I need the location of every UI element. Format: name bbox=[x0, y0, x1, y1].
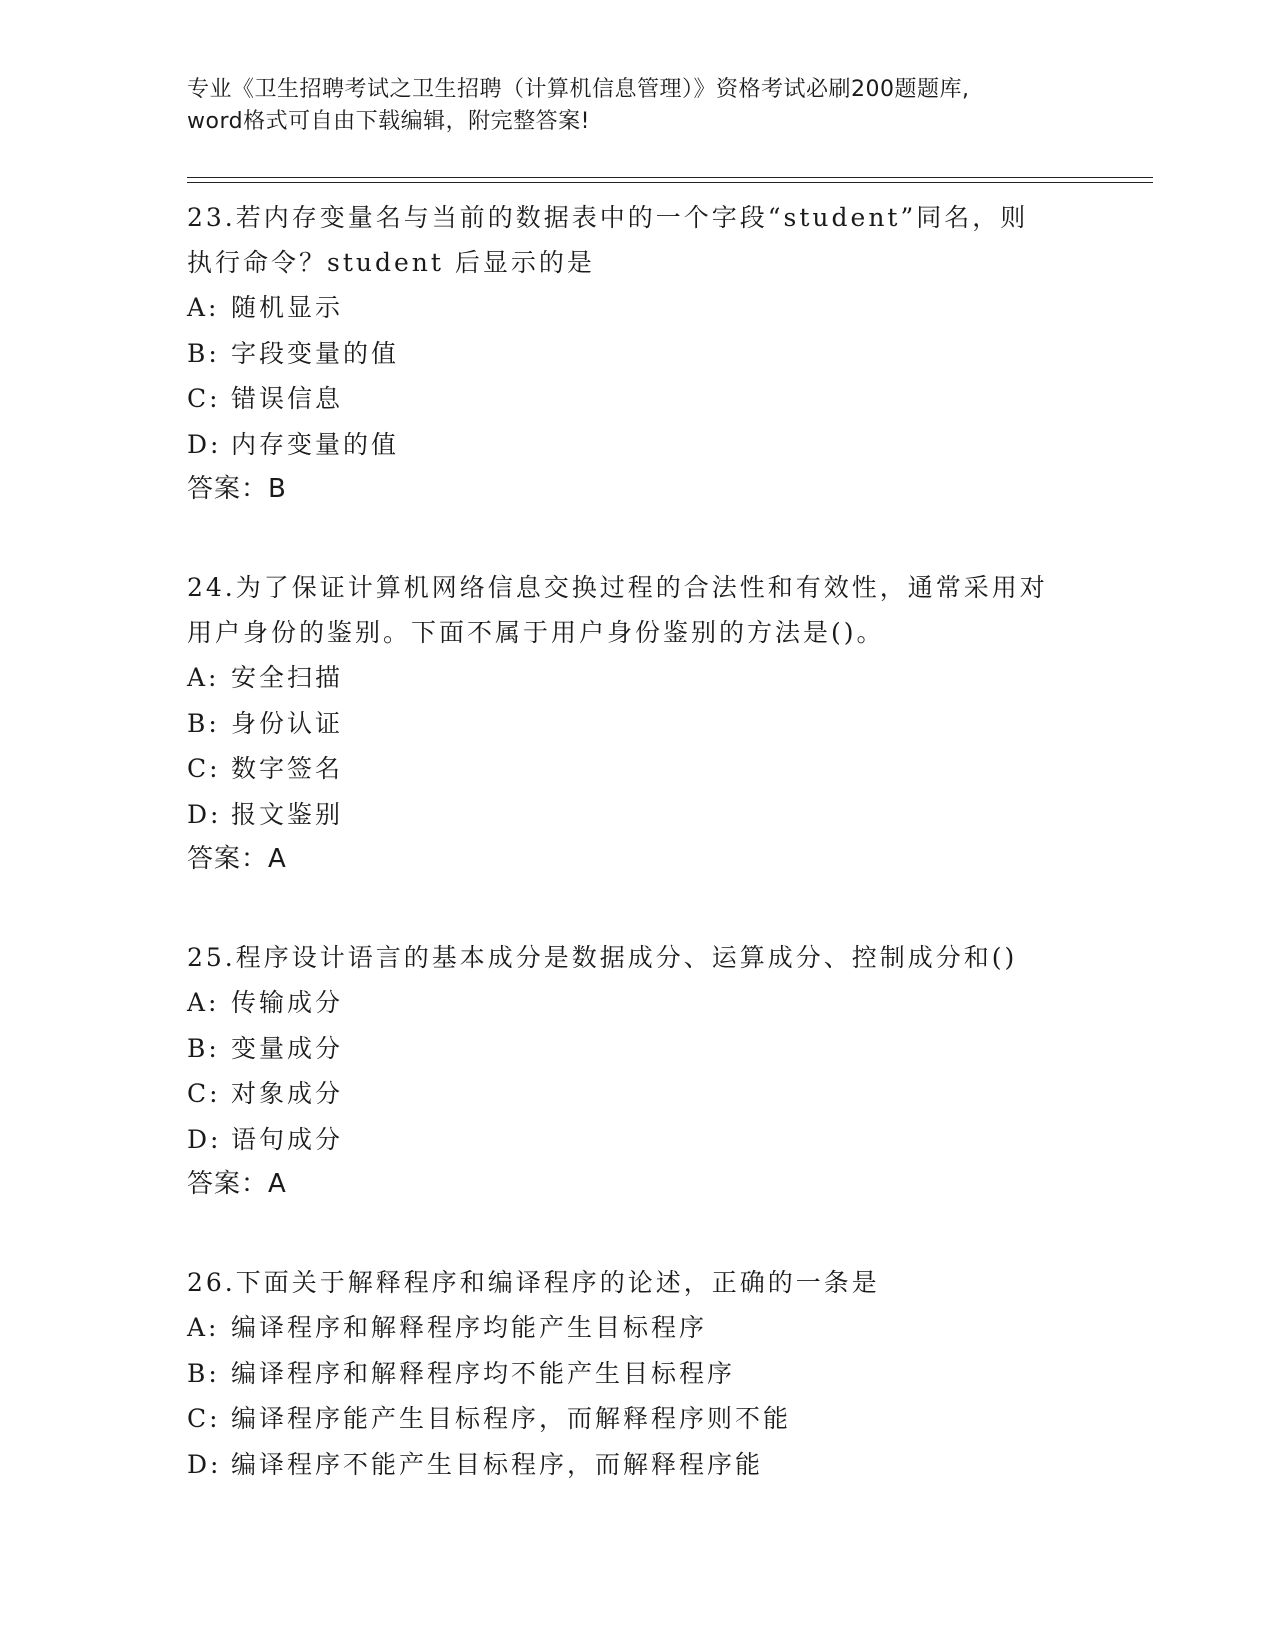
option-b bbox=[187, 1026, 1087, 1072]
option-d bbox=[187, 792, 1087, 838]
option-a bbox=[187, 980, 1087, 1026]
header-divider-bottom bbox=[187, 182, 1153, 183]
option-text: 编译程序能产生目标程序，而解释程序则不能 bbox=[231, 1404, 792, 1433]
spacer bbox=[187, 1207, 1087, 1253]
option-text: 报文鉴别 bbox=[231, 799, 344, 829]
option-d bbox=[187, 1117, 1087, 1163]
question-25 bbox=[187, 935, 1087, 1207]
document-header bbox=[187, 74, 1087, 138]
option-text: 数字签名 bbox=[231, 754, 344, 783]
question-stem bbox=[187, 935, 1087, 980]
option-text: 对象成分 bbox=[231, 1079, 344, 1108]
answer-line: 答案：A bbox=[187, 1169, 287, 1199]
option-a bbox=[187, 285, 1087, 331]
question-list bbox=[187, 188, 1087, 1487]
option-c bbox=[187, 746, 1087, 792]
option-letter: D: bbox=[187, 1449, 222, 1479]
option-a bbox=[187, 655, 1087, 701]
option-text: 身份认证 bbox=[231, 708, 344, 738]
question-stem-line: 执行命令？student 后显示的是 bbox=[187, 248, 595, 277]
answer-line: 答案：A bbox=[187, 844, 287, 874]
option-text: 编译程序不能产生目标程序，而解释程序能 bbox=[231, 1449, 764, 1479]
question-24 bbox=[187, 565, 1087, 882]
question-stem-line: 26.下面关于解释程序和编译程序的论述，正确的一条是 bbox=[187, 1268, 880, 1297]
option-d bbox=[187, 422, 1087, 468]
option-b bbox=[187, 331, 1087, 377]
header-title-line-2: word格式可自由下载编辑，附完整答案! bbox=[187, 109, 590, 134]
option-d bbox=[187, 1442, 1087, 1488]
header-divider-top bbox=[187, 177, 1153, 178]
question-stem-line: 25.程序设计语言的基本成分是数据成分、运算成分、控制成分和() bbox=[187, 943, 1018, 972]
option-letter: B: bbox=[187, 1358, 220, 1388]
option-text: 字段变量的值 bbox=[231, 338, 400, 368]
option-letter: B: bbox=[187, 708, 220, 738]
option-letter: A: bbox=[187, 988, 220, 1017]
option-c bbox=[187, 1071, 1087, 1117]
option-letter: C: bbox=[187, 1404, 221, 1433]
option-letter: A: bbox=[187, 1313, 220, 1342]
option-letter: B: bbox=[187, 338, 220, 368]
spacer bbox=[187, 512, 1087, 558]
option-letter: B: bbox=[187, 1033, 220, 1063]
option-text: 错误信息 bbox=[231, 384, 344, 413]
option-letter: C: bbox=[187, 1079, 221, 1108]
question-23 bbox=[187, 195, 1087, 512]
option-letter: A: bbox=[187, 293, 220, 322]
option-c bbox=[187, 1396, 1087, 1442]
question-stem bbox=[187, 1260, 1087, 1305]
option-text: 安全扫描 bbox=[231, 663, 344, 692]
question-26 bbox=[187, 1260, 1087, 1487]
option-letter: D: bbox=[187, 799, 222, 829]
option-text: 编译程序和解释程序均能产生目标程序 bbox=[231, 1313, 708, 1342]
header-title-line-1: 专业《卫生招聘考试之卫生招聘（计算机信息管理）》资格考试必刷200题题库, bbox=[187, 77, 970, 102]
option-b bbox=[187, 1351, 1087, 1397]
option-letter: D: bbox=[187, 1124, 222, 1154]
option-letter: A: bbox=[187, 663, 220, 692]
question-stem bbox=[187, 195, 1087, 285]
question-stem bbox=[187, 565, 1087, 655]
question-stem-line: 24.为了保证计算机网络信息交换过程的合法性和有效性，通常采用对 bbox=[187, 573, 1048, 602]
question-stem-line: 23.若内存变量名与当前的数据表中的一个字段“student”同名，则 bbox=[187, 203, 1029, 232]
option-text: 编译程序和解释程序均不能产生目标程序 bbox=[231, 1358, 736, 1388]
option-letter: C: bbox=[187, 754, 221, 783]
spacer bbox=[187, 882, 1087, 928]
option-text: 随机显示 bbox=[231, 293, 344, 322]
option-text: 传输成分 bbox=[231, 988, 344, 1017]
option-text: 内存变量的值 bbox=[231, 429, 400, 459]
option-a bbox=[187, 1305, 1087, 1351]
option-letter: D: bbox=[187, 429, 222, 459]
option-b bbox=[187, 701, 1087, 747]
option-c bbox=[187, 376, 1087, 422]
option-text: 变量成分 bbox=[231, 1033, 344, 1063]
option-letter: C: bbox=[187, 384, 221, 413]
question-stem-line: 用户身份的鉴别。下面不属于用户身份鉴别的方法是()。 bbox=[187, 618, 885, 647]
option-text: 语句成分 bbox=[231, 1124, 344, 1154]
answer-line: 答案：B bbox=[187, 474, 287, 504]
